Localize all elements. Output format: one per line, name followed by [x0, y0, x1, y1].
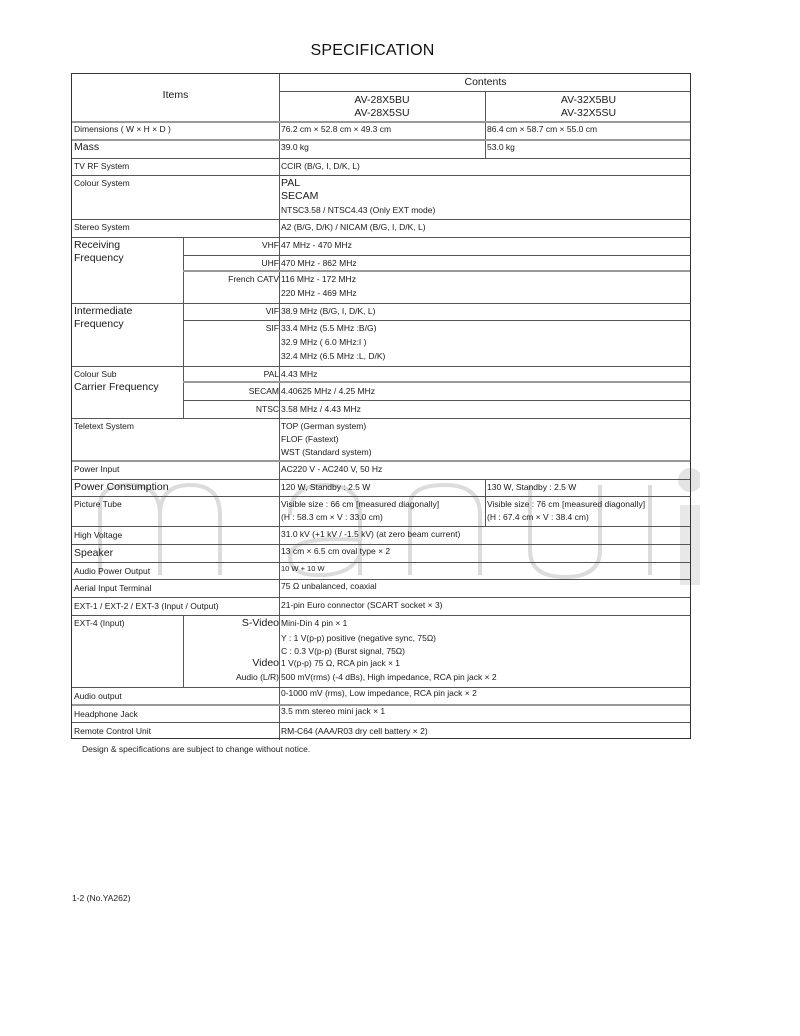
row-label-remote: Remote Control Unit [74, 726, 152, 736]
intermediate-vif-value: 38.9 MHz (B/G, I, D/K, L) [281, 306, 376, 316]
intermediate-sif-line-3: 32.4 MHz (6.5 MHz :L, D/K) [281, 351, 386, 361]
header-contents: Contents [464, 76, 507, 88]
ext123-value: 21-pin Euro connector (SCART socket × 3) [281, 600, 443, 610]
dimensions-value-a: 76.2 cm × 52.8 cm × 49.3 cm [281, 124, 392, 134]
divider [72, 303, 690, 304]
row-label-dimensions: Dimensions ( W × H × D ) [74, 124, 171, 134]
ext4-video-value: 1 V(p-p) 75 Ω, RCA pin jack × 1 [281, 658, 401, 668]
header-model-b-1: AV-32X5BU [560, 94, 617, 106]
header-items: Items [162, 89, 189, 101]
row-label-speaker: Speaker [74, 547, 114, 559]
ext4-video-label: Video [252, 657, 279, 669]
row-label-receiving-2: Frequency [74, 252, 124, 264]
mass-value-a: 39.0 kg [281, 142, 309, 152]
picture-tube-b-2: (H : 67.4 cm × V : 38.4 cm) [487, 512, 589, 522]
power-input-value: AC220 V - AC240 V, 50 Hz [281, 464, 383, 474]
ext4-svideo-line-2: Y : 1 V(p-p) positive (negative sync, 75Ω) [281, 633, 437, 643]
divider [72, 562, 690, 563]
row-label-intermediate-2: Frequency [74, 318, 124, 330]
stereo-value: A2 (B/G, D/K) / NICAM (B/G, I, D/K, L) [281, 222, 426, 232]
speaker-value: 13 cm × 6.5 cm oval type × 2 [281, 546, 391, 556]
dimensions-value-b: 86.4 cm × 58.7 cm × 55.0 cm [487, 124, 598, 134]
colour-sub-ntsc-label: NTSC [255, 404, 279, 414]
header-model-b-2: AV-32X5SU [560, 107, 617, 119]
colour-sub-secam-value: 4.40625 MHz / 4.25 MHz [281, 386, 376, 396]
receiving-catv-label: French CATV [228, 274, 279, 284]
row-label-aerial: Aerial Input Terminal [74, 583, 152, 593]
divider [72, 237, 690, 238]
row-label-mass: Mass [74, 141, 100, 153]
page-title: SPECIFICATION [310, 42, 435, 59]
colour-system-pal: PAL [281, 177, 301, 189]
colour-sub-pal-label: PAL [263, 369, 279, 379]
colour-sub-ntsc-value: 3.58 MHz / 4.43 MHz [281, 404, 361, 414]
tv-rf-value: CCIR (B/G, I, D/K, L) [281, 161, 360, 171]
ext4-svideo-line-1: Mini-Din 4 pin × 1 [281, 618, 348, 628]
row-label-colour-system: Colour System [74, 178, 130, 188]
divider [183, 400, 690, 401]
divider [279, 91, 690, 92]
receiving-catv-value-2: 220 MHz - 469 MHz [281, 288, 357, 298]
high-voltage-value: 31.0 kV (+1 kV / -1.5 kV) (at zero beam current) [281, 529, 461, 539]
colour-sub-secam-label: SECAM [248, 386, 279, 396]
picture-tube-a-2: (H : 58.3 cm × V : 33.0 cm) [281, 512, 383, 522]
header-model-a-1: AV-28X5BU [354, 94, 410, 106]
row-label-tv-rf: TV RF System [74, 161, 130, 171]
remote-value: RM-C64 (AAA/R03 dry cell battery × 2) [281, 726, 428, 736]
divider [72, 579, 690, 580]
divider [72, 158, 690, 159]
teletext-line-3: WST (Standard system) [281, 447, 372, 457]
row-label-power-input: Power Input [74, 464, 120, 474]
divider [72, 722, 690, 723]
row-label-ext123: EXT-1 / EXT-2 / EXT-3 (Input / Output) [74, 601, 219, 611]
ext4-audio-value: 500 mV(rms) (-4 dBs), High impedance, RCA pin jack × 2 [281, 672, 497, 682]
divider [72, 139, 690, 141]
divider [72, 366, 690, 367]
row-label-power-consumption: Power Consumption [74, 481, 169, 493]
row-label-audio-output: Audio output [74, 691, 122, 701]
colour-system-secam: SECAM [281, 190, 319, 202]
receiving-vhf-value: 47 MHz - 470 MHz [281, 240, 352, 250]
disclaimer-note: Design & specifications are subject to change without notice. [82, 744, 311, 754]
receiving-catv-value-1: 116 MHz - 172 MHz [281, 274, 356, 284]
intermediate-sif-label: SIF [265, 323, 279, 333]
audio-power-value: 10 W + 10 W [281, 564, 325, 573]
row-label-headphone: Headphone Jack [74, 709, 138, 719]
headphone-value: 3.5 mm stereo mini jack × 1 [281, 706, 386, 716]
intermediate-vif-label: VIF [265, 306, 279, 316]
row-label-receiving-1: Receiving [74, 239, 121, 251]
divider [72, 418, 690, 419]
power-consumption-a: 120 W, Standby : 2.5 W [281, 482, 371, 492]
power-consumption-b: 130 W, Standby : 2.5 W [487, 482, 577, 492]
row-label-colour-sub-1: Colour Sub [74, 369, 117, 379]
header-model-a-2: AV-28X5SU [354, 107, 410, 119]
specification-table [71, 73, 691, 739]
divider [72, 175, 690, 176]
row-label-high-voltage: High Voltage [74, 530, 123, 540]
row-label-picture-tube: Picture Tube [74, 499, 122, 509]
ext4-svideo-label: S-Video [241, 617, 279, 629]
intermediate-sif-line-1: 33.4 MHz (5.5 MHz :B/G) [281, 323, 377, 333]
colour-system-ntsc: NTSC3.58 / NTSC4.43 (Only EXT mode) [281, 205, 436, 215]
picture-tube-b-1: Visible size : 76 cm [measured diagonally] [487, 499, 646, 509]
receiving-vhf-label: VHF [262, 240, 279, 250]
row-label-teletext: Teletext System [74, 421, 134, 431]
mass-value-b: 53.0 kg [487, 142, 515, 152]
row-label-colour-sub-2: Carrier Frequency [74, 381, 159, 393]
divider [183, 381, 690, 383]
teletext-line-1: TOP (German system) [281, 421, 367, 431]
divider [72, 615, 690, 616]
audio-output-value: 0-1000 mV (rms), Low impedance, RCA pin jack × 2 [281, 688, 477, 698]
aerial-value: 75 Ω unbalanced, coaxial [281, 581, 377, 591]
picture-tube-a-1: Visible size : 66 cm [measured diagonally] [281, 499, 440, 509]
ext4-audio-label: Audio (L/R) [236, 672, 279, 682]
row-label-stereo: Stereo System [74, 222, 130, 232]
receiving-uhf-value: 470 MHz - 862 MHz [281, 258, 357, 268]
row-label-ext4: EXT-4 (Input) [74, 618, 125, 628]
page-number: 1-2 (No.YA262) [72, 893, 131, 903]
receiving-uhf-label: UHF [261, 258, 279, 268]
row-label-audio-power: Audio Power Output [74, 566, 151, 576]
colour-sub-pal-value: 4.43 MHz [281, 369, 318, 379]
teletext-line-2: FLOF (Fastext) [281, 434, 339, 444]
intermediate-sif-line-2: 32.9 MHz ( 6.0 MHz:I ) [281, 337, 367, 347]
row-label-intermediate-1: Intermediate [74, 305, 133, 317]
ext4-svideo-line-3: C : 0.3 V(p-p) (Burst signal, 75Ω) [281, 646, 405, 656]
